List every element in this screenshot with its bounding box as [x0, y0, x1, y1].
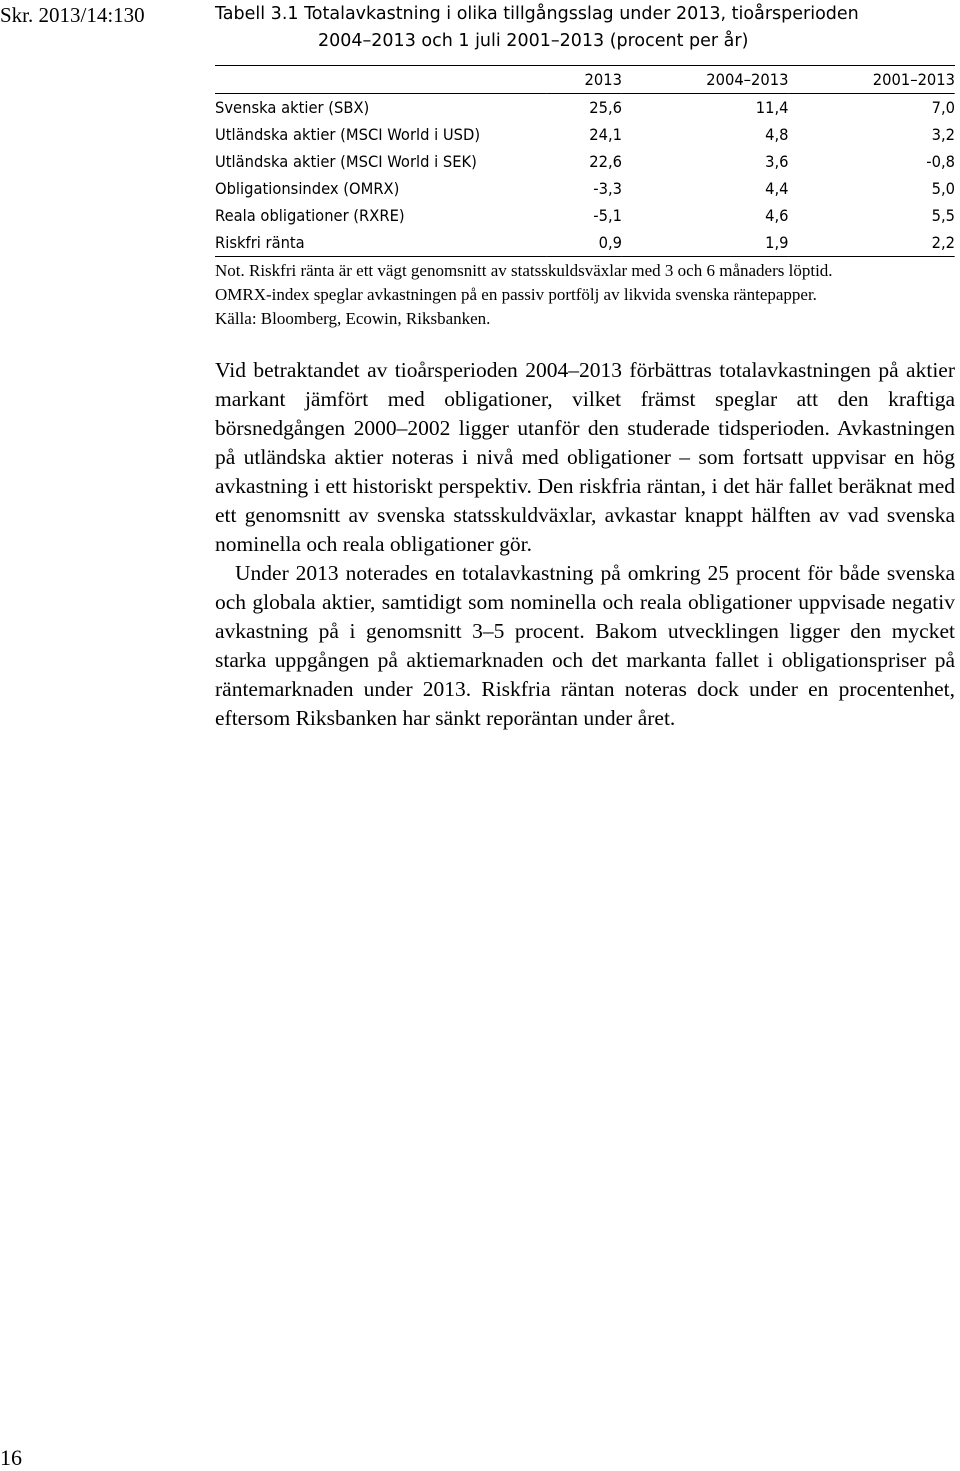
table-row	[215, 148, 955, 175]
cell-2004-2013: 4,4	[765, 179, 789, 198]
cell-2013: -3,3	[593, 179, 622, 198]
cell-2013: 0,9	[546, 229, 622, 257]
cell-2001-2013: 7,0	[931, 98, 956, 117]
row-label: Utländska aktier (MSCI World i USD)	[215, 125, 481, 144]
paragraph: Vid betraktandet av tioårsperioden 2004–2013 förbättras totalavkastningen på aktier markant jämfört med obligationer, vilket främst speglar att den kraftiga börsnedgången 2000–2002 ligger utanför den studerade tidsperioden. Avkastningen på utländska aktier noteras i nivå med obligationer – som fortsatt uppvisar en hög avkastning i ett historiskt perspektiv. Den riskfria räntan, i det här fallet beräknat med ett genomsnitt av svenska statsskuldväxlar, avkastar knappt hälften av vad svenska nominella och reala obligationer gör.	[215, 358, 955, 556]
cell-2013: -5,1	[593, 206, 622, 225]
table-caption-line1: Tabell 3.1 Totalavkastning i olika tillgångsslag under 2013, tioårsperioden	[215, 4, 859, 24]
cell-2013: 25,6	[589, 98, 622, 117]
cell-2001-2013: 2,2	[789, 229, 956, 257]
cell-2004-2013: 4,6	[765, 206, 789, 225]
cell-2013: 22,6	[589, 152, 622, 171]
cell-2001-2013: 3,2	[931, 125, 956, 144]
row-label: Utländska aktier (MSCI World i SEK)	[215, 152, 477, 171]
column-header-2013: 2013	[546, 66, 622, 94]
table-caption-line2: 2004–2013 och 1 juli 2001–2013 (procent per år)	[318, 31, 749, 51]
table-note-line: Not. Riskfri ränta är ett vägt genomsnitt av statsskuldsväxlar med 3 och 6 månaders löptid.	[215, 261, 833, 280]
document-reference: Skr. 2013/14:130	[0, 3, 145, 27]
cell-2001-2013: -0,8	[926, 152, 956, 171]
table-note	[215, 259, 955, 331]
table-source-line: Källa: Bloomberg, Ecowin, Riksbanken.	[215, 309, 491, 328]
row-label: Obligationsindex (OMRX)	[215, 179, 400, 198]
table-row	[215, 175, 955, 202]
row-label: Riskfri ränta	[215, 229, 546, 257]
table-caption	[215, 0, 955, 55]
row-label: Reala obligationer (RXRE)	[215, 206, 405, 225]
table-row	[215, 121, 955, 148]
page-number: 16	[0, 1445, 22, 1470]
cell-2013: 24,1	[589, 125, 622, 144]
column-header-2004-2013: 2004–2013	[622, 66, 789, 94]
column-header-label	[215, 66, 546, 94]
column-header-2001-2013: 2001–2013	[789, 66, 956, 94]
table-section	[215, 0, 955, 331]
row-label: Svenska aktier (SBX)	[215, 98, 370, 117]
cell-2004-2013: 3,6	[765, 152, 789, 171]
table-note-line: OMRX-index speglar avkastningen på en passiv portfölj av likvida svenska räntepapper.	[215, 285, 817, 304]
body-text	[215, 356, 955, 733]
cell-2004-2013: 11,4	[755, 98, 789, 117]
paragraph: Under 2013 noterades en totalavkastning på omkring 25 procent för både svenska och globala aktier, samtidigt som nominella och reala obligationer uppvisade negativ avkastning på i genomsnitt 3–5 procent. Bakom utvecklingen ligger den mycket starka uppgången på aktiemarknaden och det markanta fallet i obligationspriser på räntemarknaden under 2013. Riskfria räntan noteras dock under en procentenhet, eftersom Riksbanken har sänkt reporäntan under året.	[215, 561, 955, 730]
cell-2001-2013: 5,5	[931, 206, 956, 225]
cell-2001-2013: 5,0	[931, 179, 956, 198]
cell-2004-2013: 4,8	[765, 125, 789, 144]
returns-table	[215, 66, 955, 257]
table-header-row	[215, 66, 955, 94]
table-row	[215, 94, 955, 122]
table-row	[215, 202, 955, 229]
cell-2004-2013: 1,9	[622, 229, 789, 257]
table-row	[215, 229, 955, 257]
